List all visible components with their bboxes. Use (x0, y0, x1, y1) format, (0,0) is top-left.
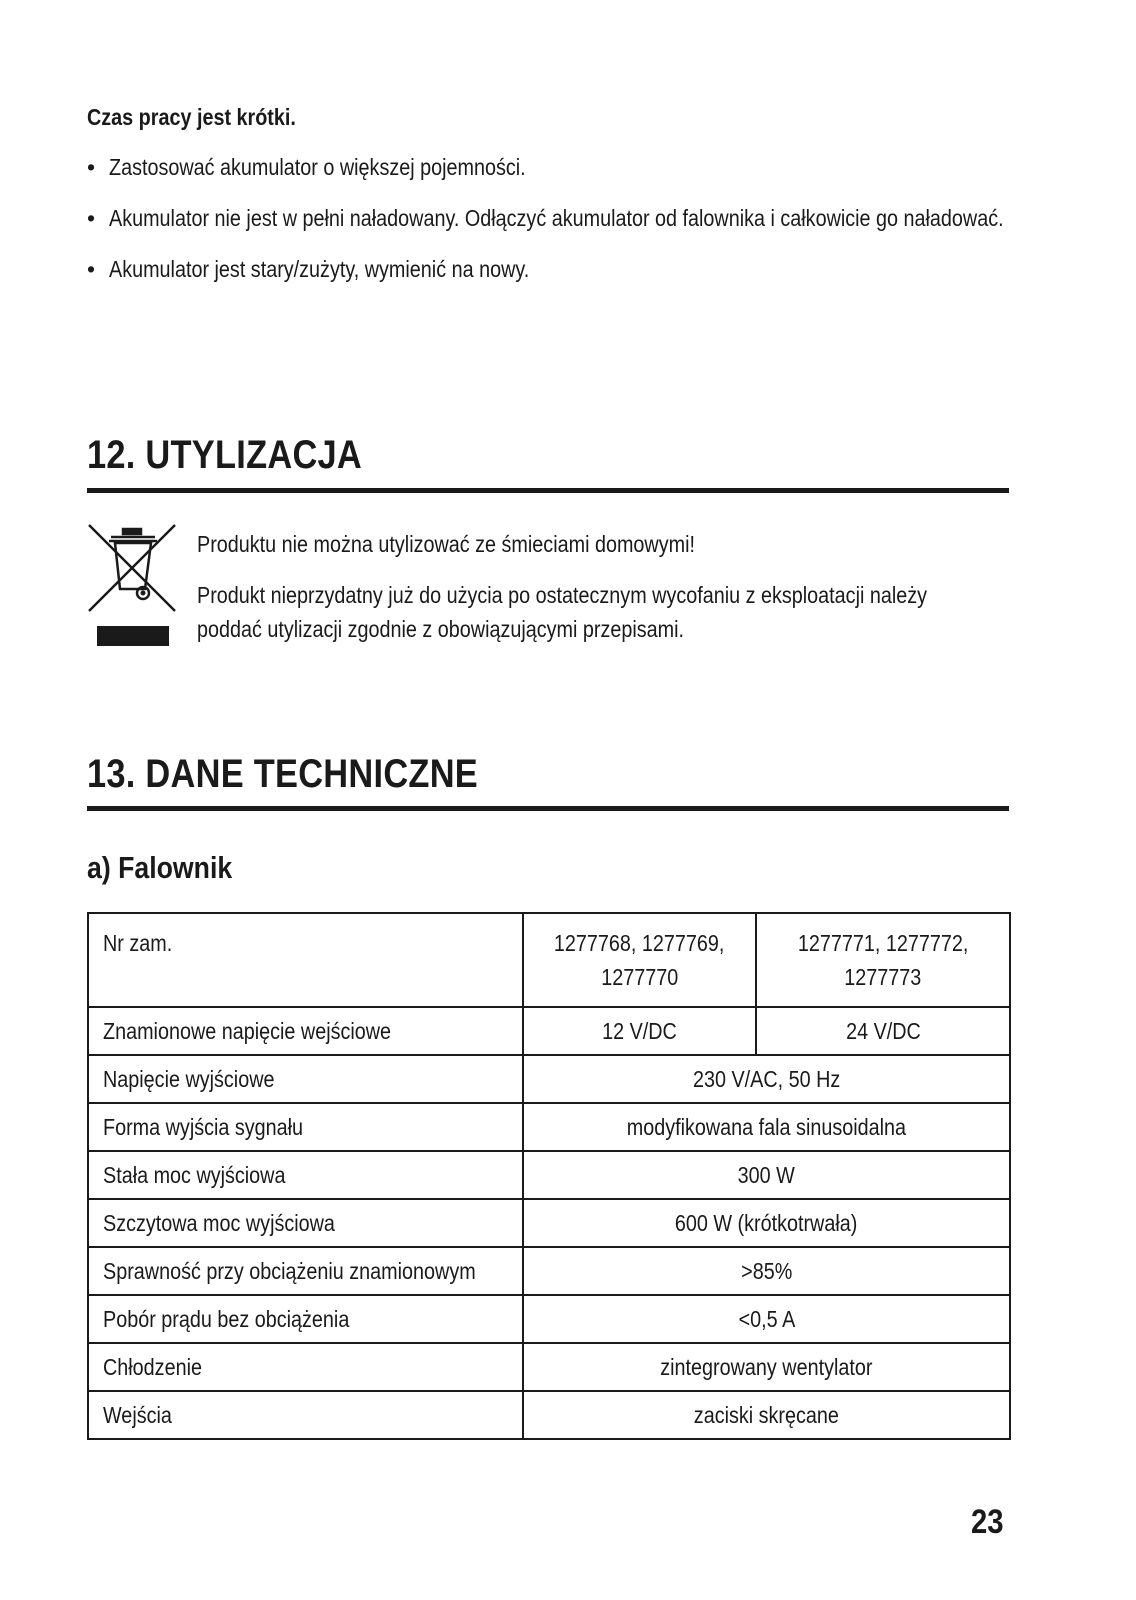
disposal-paragraph (197, 527, 1009, 561)
table-cell-value: modyfikowana fala sinusoidalna (523, 1103, 1010, 1151)
page-number-text: 23 (971, 1503, 1004, 1541)
crossed-out-wheelie-bin-icon (87, 523, 179, 653)
list-item (87, 150, 1009, 184)
section-title-technical (87, 752, 542, 797)
troubleshooting-heading-text: Czas pracy jest krótki. (87, 104, 296, 130)
table-cell-value: zaciski skręcane (523, 1391, 1010, 1439)
page-number (971, 1503, 1009, 1542)
table-cell-value: 230 V/AC, 50 Hz (523, 1055, 1010, 1103)
section-title-technical-text: 13. DANE TECHNICZNE (87, 752, 479, 796)
disposal-paragraph-line: poddać utylizacji zgodnie z obowiązującymi przepisami. (197, 616, 685, 642)
list-item-text: • Akumulator jest stary/zużyty, wymienić na nowy. (109, 256, 530, 282)
table-cell-label: Znamionowe napięcie wejściowe (88, 1007, 523, 1055)
table-cell-label: Chłodzenie (88, 1343, 523, 1391)
table-row (88, 1007, 1010, 1055)
section-title-disposal-text: 12. UTYLIZACJA (87, 433, 363, 477)
table-cell-label: Napięcie wyjściowe (88, 1055, 523, 1103)
table-row (88, 1391, 1010, 1439)
table-cell-label: Sprawność przy obciążeniu znamionowym (88, 1247, 523, 1295)
table-cell-label: Nr zam. (88, 913, 523, 1007)
specifications-table (87, 912, 1011, 1440)
disposal-paragraph (197, 578, 1009, 646)
section-divider (87, 806, 1009, 811)
subsection-title (87, 850, 256, 886)
table-row (88, 1247, 1010, 1295)
list-item-text: • Zastosować akumulator o większej pojemności. (109, 154, 526, 180)
table-cell-label: Szczytowa moc wyjściowa (88, 1199, 523, 1247)
table-row (88, 1295, 1010, 1343)
table-cell-value: <0,5 A (523, 1295, 1010, 1343)
list-item (87, 252, 1009, 286)
table-cell-value: 1277768, 1277769, 1277770 (523, 913, 756, 1007)
disposal-paragraph-line: Produkt nieprzydatny już do użycia po ostatecznym wycofaniu z eksploatacji należy (197, 582, 928, 608)
disposal-paragraph-text: Produktu nie można utylizować ze śmieciami domowymi! (197, 531, 695, 557)
troubleshooting-heading (87, 104, 330, 131)
table-cell-label: Forma wyjścia sygnału (88, 1103, 523, 1151)
subsection-title-text: a) Falownik (87, 850, 233, 885)
section-divider (87, 488, 1009, 493)
table-cell-value: zintegrowany wentylator (523, 1343, 1010, 1391)
troubleshooting-list (87, 150, 1009, 303)
table-row (88, 913, 1010, 1007)
table-cell-value: 600 W (krótkotrwała) (523, 1199, 1010, 1247)
table-cell-value: 1277771, 1277772, 1277773 (756, 913, 1010, 1007)
table-row (88, 1103, 1010, 1151)
table-cell-value: 24 V/DC (756, 1007, 1010, 1055)
list-item (87, 201, 1009, 235)
table-cell-value: >85% (523, 1247, 1010, 1295)
table-row (88, 1199, 1010, 1247)
list-item-text: • Akumulator nie jest w pełni naładowany. Odłączyć akumulator od falownika i całkowicie go naładować. (109, 205, 1004, 231)
table-cell-label: Pobór prądu bez obciążenia (88, 1295, 523, 1343)
table-cell-value: 12 V/DC (523, 1007, 756, 1055)
table-cell-label: Stała moc wyjściowa (88, 1151, 523, 1199)
table-cell-value: 300 W (523, 1151, 1010, 1199)
table-row (88, 1343, 1010, 1391)
table-row (88, 1151, 1010, 1199)
disposal-notice (197, 527, 1009, 663)
table-row (88, 1055, 1010, 1103)
section-title-disposal (87, 433, 407, 478)
table-cell-label: Wejścia (88, 1391, 523, 1439)
